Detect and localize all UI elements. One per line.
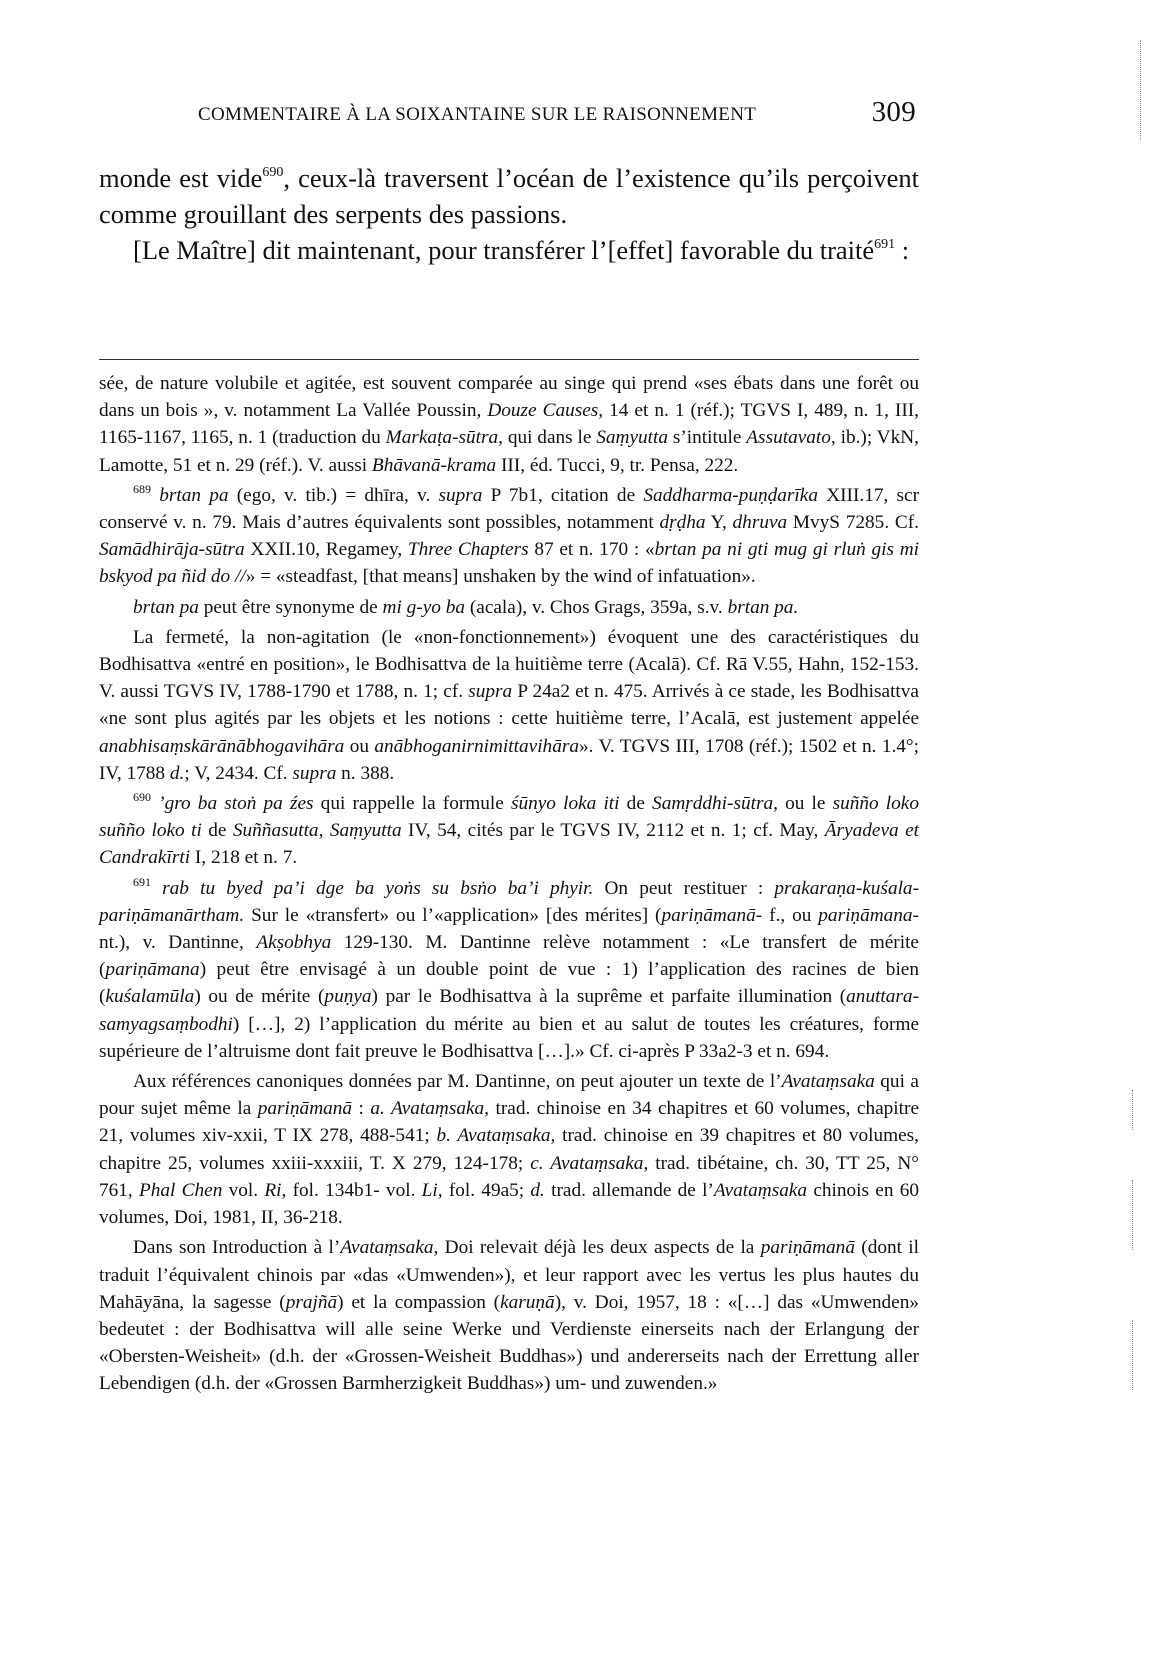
main-text-span: : [895,235,910,265]
scan-artifact [1132,1320,1133,1390]
footnote-691-c: Dans son Introduction à l’Avataṃsaka, Doi relevait déjà les deux aspects de la pariṇāmanā (dont il traduit l’équivalent chinois par «das «Umwenden»), et leur rapport avec les vertus les plus hautes du Mahāyāna, la sagesse (prajñā) et la compassion (karuṇā), v. Doi, 1957, 18 : «[…] das «Umwenden» bedeutet : der Bodhisattva will alle seine Werke und Verdienste einerseits nach der Erlangung der «Obersten-Weisheit» (d.h. der «Grossen-Weisheit Buddhas») und andererseits nach der Errettung aller Lebendigen (d.h. der «Grossen Barmherzigkeit Buddhas») um- und zuwenden.» [99,1237,920,1395]
footnote-separator [99,359,919,360]
footnote-number: 691 [133,874,151,889]
footnote-691: $^{691}$ rab tu byed pa’i dge ba yoṅs su bsṅo ba’i phyir. On peut restituer : prakaraṇa-kuśala-pariṇāmanārtham. Sur le «transfert» ou l’«application» [des mérites] (pariṇāmanā- f., ou pariṇāmana- nt.), v. Dantinne, Akṣobhya 129-130. M. Dantinne relève notamment : «Le transfert de mérite (pariṇāmana) peut être envisagé à un double point de vue : 1) l’application des racines de bien (kuśalamūla) ou de mérite (puṇya) par le Bodhisattva à la suprême et parfaite illumination (anuttara-samyagsaṃbodhi) […], 2) l’application du mérite au bien et au salut de toutes les créatures, forme supérieure de l’altruisme dont fait preuve le Bodhisattva […].» Cf. ci-après P 33a2-3 et n. 694. [99,874,919,1062]
footnote-689-b: brtan pa peut être synonyme de mi g-yo ba (acala), v. Chos Grags, 359a, s.v. brtan pa. [133,596,799,618]
footnote-689: $^{689}$ brtan pa (ego, v. tib.) = dhīra, v. supra P 7b1, citation de Saddharma-puṇḍarīka XIII.17, scr conservé v. n. 79. Mais d’autres équivalents sont possibles, notamment dṛḍha Y, dhruva MvyS 7285. Cf. Samādhirāja-sūtra XXII.10, Regamey, Three Chapters 87 et n. 170 : «brtan pa ni gti mug gi rluṅ gis mi bskyod pa ñid do //» = «steadfast, [that means] unshaken by the wind of infatuation». [99,481,920,588]
running-title: COMMENTAIRE À LA SOIXANTAINE SUR LE RAISONNEMENT [198,104,757,125]
scan-artifact [1132,1180,1133,1250]
footnote-ref-691[interactable]: 691 [874,237,896,252]
footnote-number: 690 [133,790,151,805]
main-text [99,160,919,268]
footnote-690: $^{690}$ ’gro ba stoṅ pa źes qui rappelle la formule śūnyo loka iti de Samṛddhi-sūtra, ou le suñño loko suñño loko ti de Suññasutta, Saṃyutta IV, 54, cités par le TGVS IV, 2112 et n. 1; cf. May, Āryadeva et Candrakīrti I, 218 et n. 7. [99,790,919,869]
main-paragraph-2 [99,232,919,268]
main-text-span: [Le Maître] dit maintenant, pour transférer l’[effet] favorable du traité [133,235,875,265]
footnote-689-c: La fermeté, la non-agitation (le «non-fonctionnement») évoquent une des caractéristiques du Bodhisattva «entré en position», le Bodhisattva de la huitième terre (Acalā). Cf. Rā V.55, Hahn, 152-153. V. aussi TGVS IV, 1788-1790 et 1788, n. 1; cf. supra P 24a2 et n. 475. Arrivés à ce stade, les Bodhisattva «ne sont plus agités par les objets et les notions : cette huitième terre, l’Acalā, est justement appelée anabhisaṃskārānābhogavihāra ou anābhoganirnimittavihāra». V. TGVS III, 1708 (réf.); 1502 et n. 1.4°; IV, 1788 d.; V, 2434. Cf. supra n. 388. [99,626,919,784]
footnote-ref-690[interactable]: 690 [262,165,284,180]
main-text-span: , ceux-là traversent l’océan de l’existence qu’ils perçoivent comme grouillant des serpents des passions. [99,163,920,229]
main-text-span: monde est vide [99,163,263,193]
main-paragraph-1 [99,160,919,232]
scan-artifact [1140,40,1141,140]
footnotes [99,370,919,1401]
footnote-691-b: Aux références canoniques données par M. Dantinne, on peut ajouter un texte de l’Avataṃsaka qui a pour sujet même la pariṇāmanā : a. Avataṃsaka, trad. chinoise en 34 chapitres et 60 volumes, chapitre 21, volumes xiv-xxii, T IX 278, 488-541; b. Avataṃsaka, trad. chinoise en 39 chapitres et 80 volumes, chapitre 25, volumes xxiii-xxxiii, T. X 279, 124-178; c. Avataṃsaka, trad. tibétaine, ch. 30, TT 25, N° 761, Phal Chen vol. Ri, fol. 134b1- vol. Li, fol. 49a5; d. trad. allemande de l’Avataṃsaka chinois en 60 volumes, Doi, 1981, II, 36-218. [99,1071,920,1229]
scan-artifact [1132,1090,1133,1130]
footnote-number: 689 [133,481,151,496]
page-number: 309 [871,96,916,128]
running-header [198,96,916,136]
footnote-688-continued: sée, de nature volubile et agitée, est souvent comparée au singe qui prend «ses ébats dans une forêt ou dans un bois », v. notamment La Vallée Poussin, Douze Causes, 14 et n. 1 (réf.); TGVS I, 489, n. 1, III, 1165-1167, 1165, n. 1 (traduction du Markaṭa-sūtra, qui dans le Saṃyutta s’intitule Assutavato, ib.); VkN, Lamotte, 51 et n. 29 (réf.). V. aussi Bhāvanā-krama III, éd. Tucci, 9, tr. Pensa, 222. [99,373,919,476]
